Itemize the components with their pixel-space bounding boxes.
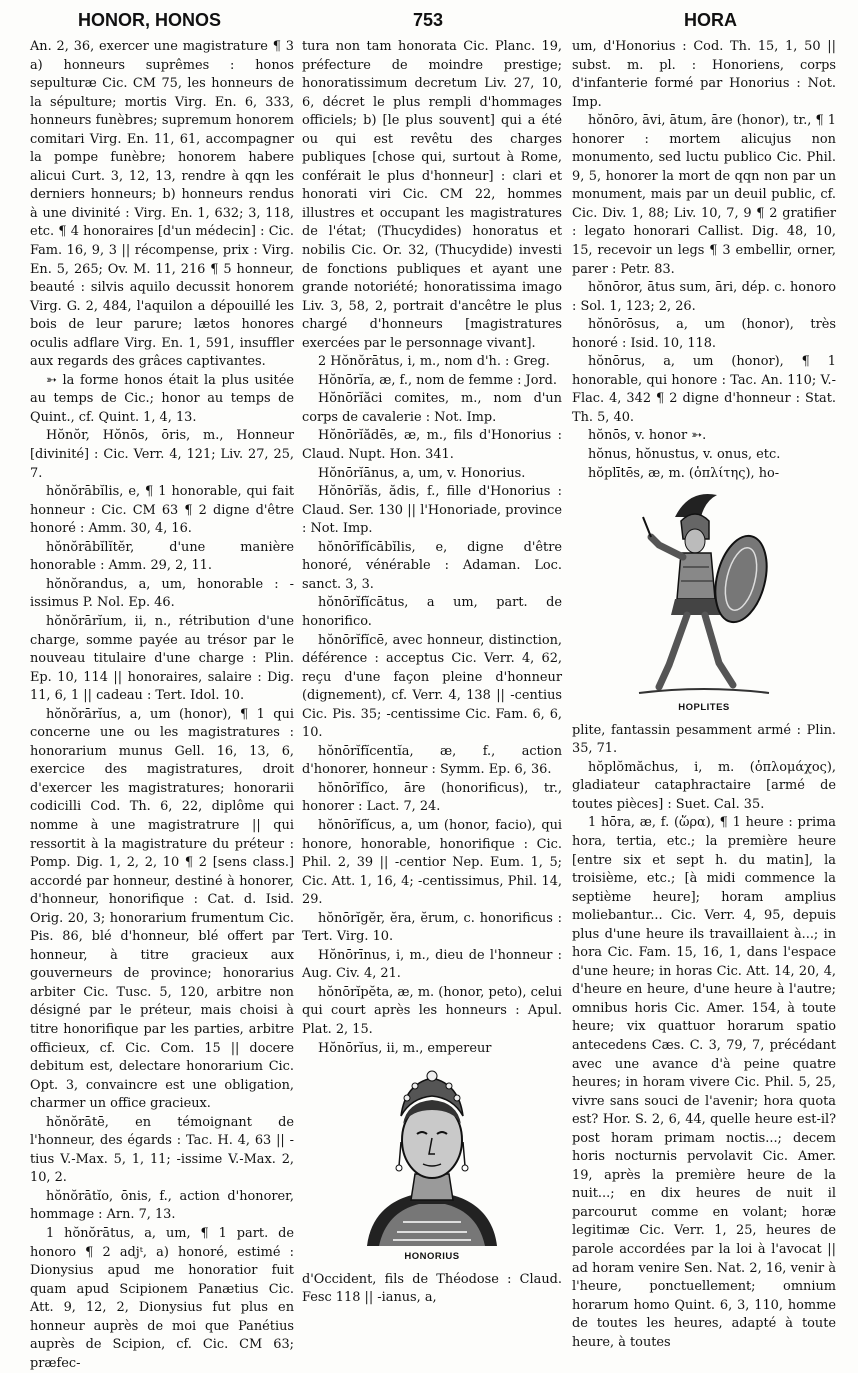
hoplite-warrior-illustration xyxy=(629,487,779,697)
column-2 xyxy=(302,38,562,1348)
honorius-portrait-illustration xyxy=(357,1062,507,1246)
entry-honorius: Hŏnōrĭus, ii, m., empereur xyxy=(318,1040,492,1056)
entry-continuation: plite, fantassin pesamment armé : Plin. 35, 71. xyxy=(572,722,836,757)
entry-honor-deity: Hŏnŏr, Hŏnōs, ōris, m., Honneur [divinité] : Cic. Verr. 4, 121; Liv. 27, 25, 7. xyxy=(30,428,294,481)
entry-honoria: Hŏnōrĭa, æ, f., nom de femme : Jord. xyxy=(318,372,557,388)
entry-honorianus: Hŏnōrĭānus, a, um, v. Honorius. xyxy=(318,465,526,481)
entry-honoror: hŏnōror, ātus sum, āri, dép. c. honoro : Sol. 1, 123; 2, 26. xyxy=(572,280,836,314)
entry-hoplomachus: hŏplŏmăchus, i, m. (ὁπλομάχος), gladiateur cataphractaire [armé de toutes pièces] : Suet. Cal. 35. xyxy=(572,759,836,812)
running-header xyxy=(0,6,858,36)
entry-honorificus: hŏnōrĭfĭcus, a, um (honor, facio), qui honore, honorable, honorifique : Cic. Phil. 2, 39 || -centior Nep. Eum. 1, 5; Cic. Att. 1, 16, 4; -centissimus, Phil. 14, 29. xyxy=(302,817,562,908)
entry-honorosus: hŏnōrōsus, a, um (honor), très honoré : Isid. 10, 118. xyxy=(572,317,836,351)
entry-honorate: hŏnŏrātē, en témoignant de l'honneur, des égards : Tac. H. 4, 63 || -tius V.-Max. 5, 1, 11; -issime V.-Max. 2, 10, 2. xyxy=(30,1114,294,1186)
entry-continuation: An. 2, 36, exercer une magistrature ¶ 3 a) honneurs suprêmes : honos sepulturæ Cic. CM 75, les honneurs de la sépulture; mortis Virg. En. 6, 333, honneurs funèbres; supremum honorem comitari Virg. En. 11, 61, accompagner la pompe funèbre; honorem habere alicui Curt. 3, 12, 13, rendre à qqn les derniers honneurs; b) honneurs rendus à une divinité : Virg. En. 1, 632; 3, 118, etc. ¶ 4 honoraires [d'un médecin] : Cic. Fam. 16, 9, 3 || récompense, prix : Virg. En. 5, 265; Ov. M. 11, 216 ¶ 5 honneur, beauté : silvis aquilo decussit honorem Virg. G. 2, 484, l'aquilon a dépouillé les bois de leur parure; lætos honores oculis adflare Virg. En. 1, 591, insuffler aux regards des grâces captivantes. xyxy=(30,39,294,370)
page-number: 753 xyxy=(413,10,444,30)
entry-honorificatus: hŏnōrĭfĭcātus, a um, part. de honorifico. xyxy=(302,595,562,629)
entry-honorificentia: hŏnōrĭfĭcentĭa, æ, f., action d'honorer, honneur : Symm. Ep. 6, 36. xyxy=(302,743,562,778)
column-1 xyxy=(30,38,294,1371)
entry-honorus: hŏnōrus, a, um (honor), ¶ 1 honorable, qui honore : Tac. An. 110; V.-Flac. 4, 342 ¶ 2 digne d'honneur : Stat. Th. 5, 40. xyxy=(572,354,836,425)
header-right-guideword: HORA xyxy=(684,10,737,30)
entry-continuation: d'Occident, fils de Théodose : Claud. Fesc 118 || -ianus, a, xyxy=(302,1271,562,1306)
entry-honus: hŏnus, hŏnustus, v. onus, etc. xyxy=(588,447,781,463)
entry-honoratio: hŏnŏrātĭo, ōnis, f., action d'honorer, hommage : Arn. 7, 13. xyxy=(30,1188,294,1223)
entry-continuation: um, d'Honorius : Cod. Th. 15, 1, 50 || subst. m. pl. : Honoriens, corps d'infanterie formé par Honorius : Not. Imp. xyxy=(572,39,836,110)
entry-honoriaci: Hŏnōrĭăci comites, m., nom d'un corps de cavalerie : Not. Imp. xyxy=(302,391,562,425)
entry-note: ➳ la forme honos était la plus usitée au temps de Cic.; honor au temps de Quint., cf. Quint. 1, 4, 13. xyxy=(30,372,294,425)
entry-honoro: hŏnōro, āvi, ātum, āre (honor), tr., ¶ 1 honorer : mortem alicujus non monumento, sed luctu publico Cic. Phil. 9, 5, honorer la mort de qqn non par un monument, mais par un deuil public, cf. Cic. Div. 1, 88; Liv. 10, 7, 9 ¶ 2 gratifier : legato honorari Callist. Dig. 48, 10, 15, recevoir un legs ¶ 3 embellir, orner, parer : Petr. 83. xyxy=(572,113,836,277)
entry-honorifico: hŏnōrĭfĭco, āre (honorificus), tr., honorer : Lact. 7, 24. xyxy=(302,780,562,815)
entry-honorinus: Hŏnōrīnus, i, m., dieu de l'honneur : Aug. Civ. 4, 21. xyxy=(302,947,562,982)
column-3 xyxy=(572,38,836,1348)
entry-honorandus: hŏnŏrandus, a, um, honorable : -issimus P. Nol. Ep. 46. xyxy=(30,576,294,611)
entry-hoplites: hŏplītēs, æ, m. (ὁπλίτης), ho- xyxy=(588,465,780,481)
entry-honos: hŏnōs, v. honor ➳. xyxy=(588,428,707,444)
entry-honorarium: hŏnŏrārĭum, ii, n., rétribution d'une charge, somme payée au trésor par le nouveau titulaire d'une charge : Plin. Ep. 10, 114 || honoraires, salaire : Dig. 11, 6, 1 || cadeau : Tert. Idol. 10. xyxy=(30,613,294,704)
entry-honorarius: hŏnŏrārĭus, a, um (honor), ¶ 1 qui concerne une ou les magistratures : honorarium munus Gell. 16, 13, 6, exercice des magistratures, droit d'exercer les magistratures; honorarii codicilli Cod. Th. 6, 22, diplôme qui nomme à une magistratrure || qui ressortit à la magistrature du préteur : Pomp. Dig. 1, 2, 2, 10 ¶ 2 [sens class.] accordé par honneur, destiné à honorer, d'honneur, honorifique : Cat. d. Isid. Orig. 20, 3; honorarium frumentum Cic. Pis. 86, blé d'honneur, blé offert par honneur, à titre gracieux aux gouverneurs de province; honorarius arbiter Cic. Tusc. 5, 120, arbitre non désigné par le préteur, mais choisi à titre honorifique par les parties, arbitre officieux, cf. Cic. Com. 15 || docere debitum est, delectare honorarium Cic. Opt. 3, convaincre est une obligation, charmer un office gracieux. xyxy=(30,706,294,1112)
figure-caption-honorius: HONORIUS xyxy=(404,1251,460,1263)
header-left-guideword: HONOR, HONOS xyxy=(78,10,222,30)
figure-caption-hoplites: HOPLITES xyxy=(678,702,730,714)
entry-honoriger: hŏnōrĭgĕr, ĕra, ĕrum, c. honorificus : Tert. Virg. 10. xyxy=(302,910,562,945)
entry-honoriades: Hŏnōrĭădēs, æ, m., fils d'Honorius : Claud. Nupt. Hon. 341. xyxy=(302,428,562,463)
entry-honorabilis: hŏnŏrābĭlis, e, ¶ 1 honorable, qui fait honneur : Cic. CM 63 ¶ 2 digne d'être honoré : Amm. 30, 4, 16. xyxy=(30,484,294,537)
entry-hora: 1 hōra, æ, f. (ὥρα), ¶ 1 heure : prima hora, tertia, etc.; la première heure [entre six et sept h. du matin], la troisième, etc.; [à midi commence la septième heure]; horam amplius moliebantur... Cic. Verr. 4, 95, depuis plus d'une heure ils travaillaient à...; in hora Cic. Fam. 15, 16, 1, dans l'espace d'une heure; in horas Cic. Att. 14, 20, 4, d'heure en heure, d'une heure à l'autre; omnibus horis Cic. Amer. 154, à toute heure; vix quattuor horarum spatio antecedens Cæs. C. 3, 79, 7, précédant avec une avance d'à peine quatre heures; in horam vivere Cic. Phil. 5, 25, vivre sans souci de l'avenir; hora quota est? Hor. S. 2, 6, 44, quelle heure est-il? post horam primam noctis...; decem horis nocturnis pervolavit Cic. Amer. 19, après la première heure de la nuit...; en dix heures de nuit il parcourut comme en volant; horæ legitimæ Cic. Verr. 1, 25, heures de parole accordées par la loi à l'avocat || ad horam venire Sen. Nat. 2, 16, venir à l'heure, ponctuellement; omnium horarum homo Quint. 6, 3, 110, homme de toutes les heures, adapté à toute heure, à toutes xyxy=(572,815,836,1350)
entry-honorificabilis: hŏnōrĭfĭcābĭlis, e, digne d'être honoré, vénérable : Adaman. Loc. sanct. 3, 3. xyxy=(302,539,562,592)
entry-honoratus-2: 2 Hŏnŏrātus, i, m., nom d'h. : Greg. xyxy=(318,354,550,370)
entry-honoratus-1: 1 hŏnŏrātus, a, um, ¶ 1 part. de honoro ¶ 2 adjᵗ, a) honoré, estimé : Dionysius apud me honoratior fuit quam apud Scipionem Panætius Cic. Att. 9, 12, 2, Dionysius fut plus en honneur auprès de moi que Panétius auprès de Scipion, cf. Cic. CM 63; præfec- xyxy=(30,1226,294,1371)
entry-honorifice: hŏnōrĭfĭcē, avec honneur, distinction, déférence : acceptus Cic. Verr. 4, 62, reçu d'une façon pleine d'honneur (dignement), cf. Verr. 4, 138 || -centius Cic. Pis. 35; -centissime Cic. Fam. 6, 6, 10. xyxy=(302,632,562,741)
entry-honoripeta: hŏnōrĭpĕta, æ, m. (honor, peto), celui qui court après les honneurs : Apul. Plat. 2, 15. xyxy=(302,984,562,1037)
entry-continuation: tura non tam honorata Cic. Planc. 19, préfecture de moindre prestige; honoratissimum decretum Liv. 27, 10, 6, décret le plus rempli d'hommages officiels; b) [le plus souvent] qui a été ou qui est revêtu des charges publiques [chose qui, surtout à Rome, conférait le plus d'honneur] : clari et honorati viri Cic. CM 22, hommes illustres et occupant les magistratures de l'état; (Thucydides) honoratus et nobilis Cic. Or. 32, (Thucydide) investi de fonctions publiques et ayant une grande notoriété; honoratissima imago Liv. 3, 58, 2, portrait d'ancêtre le plus chargé d'honneurs [magistratures exercées par le personnage vivant]. xyxy=(302,39,562,351)
entry-honorias: Hŏnōrĭăs, ădis, f., fille d'Honorius : Claud. Ser. 130 || l'Honoriade, province : Not. Imp. xyxy=(302,484,562,537)
entry-honorabiliter: hŏnŏrābĭlĭtĕr, d'une manière honorable : Amm. 29, 2, 11. xyxy=(30,539,294,574)
figure-hoplites xyxy=(572,487,836,718)
figure-honorius xyxy=(302,1062,562,1267)
